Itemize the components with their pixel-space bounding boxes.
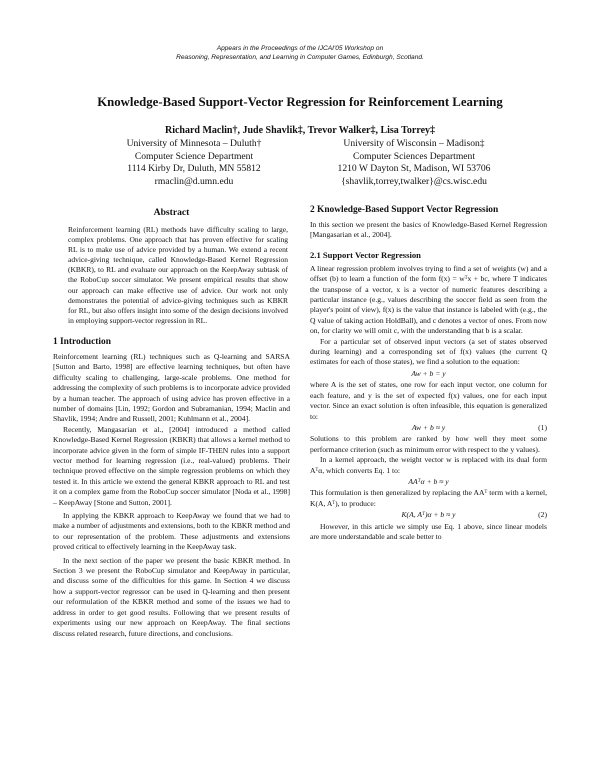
intro-paragraph-1: Reinforcement learning (RL) techniques such as Q-learning and SARSA [Sutton and Barto, 1998] are effective learning techniques, but often have difficulty scaling to challenging, large-scale problems. One method for addressing the complexity of such problems is to incorporate advice provided by a human teacher. The approach of using advice has proven effective in a number of domains [Lin, 1992; Gordon and Subramanian, 1994; Maclin and Shavlik, 1994; Andre and Russell, 2001; Kuhlmann et al., 2004]. — [53, 351, 290, 424]
author-list: Richard Maclin†, Jude Shavlik‡, Trevor Walker‡, Lisa Torrey‡ — [164, 125, 436, 136]
subsection-heading-svr: 2.1 Support Vector Regression — [310, 249, 421, 260]
svr-paragraph-3: where A is the set of states, one row for each input vector, one column for each feature, and y is the set of expected f(x) values, one for each input vector. Since an exact solution is often infeasible, this equation is generalized to: — [310, 380, 547, 421]
left-column — [53, 207, 290, 639]
svr-paragraph-6: This formulation is then generalized by replacing the AAᵀ term with a kernel, K(A, Aᵀ), to produce: — [310, 488, 547, 508]
svr-paragraph-1: A linear regression problem involves trying to find a set of weights (w) and a offset (b) to learn a function of the form f(x) = wᵀx + bc, where T indicates the transpose of a vector, x is a vector of numeric features describing a particular instance (e.g., values describing the soccer field as seen from the player's point of view), f(x) is the value that instance is labeled with (e.g., the Q value of taking action HoldBall), and c denotes a vector of ones. From now on, for clarity we will omit c, with the understanding that b is a scalar. — [310, 263, 547, 336]
affiliation-left — [79, 138, 309, 188]
equation-1 — [310, 423, 547, 433]
section-heading-introduction: 1 Introduction — [53, 336, 111, 347]
equation-body: K(A, Aᵀ)α + b ≈ y — [401, 510, 456, 520]
venue-line-2: Reasoning, Representation, and Learning in Computer Games, Edinburgh, Scotland. — [176, 54, 424, 61]
equation-dual — [310, 477, 547, 487]
venue-header — [0, 44, 600, 62]
equation-number: (2) — [538, 510, 547, 520]
svr-paragraph-4: Solutions to this problem are ranked by how well they meet some performance criterion (such as minimum error with respect to the y values). — [310, 434, 547, 454]
section-heading-kbsvr: 2 Knowledge-Based Support Vector Regression — [310, 205, 499, 215]
intro-paragraph-3: In applying the KBKR approach to KeepAway we found that we had to make a number of adjustments and extensions, both to the KBKR method and to our representation of the problem. These adjustments and extensions proved critical to effectively learning in the KeepAway task. — [53, 511, 290, 552]
venue-line-1: Appears in the Proceedings of the IJCAI'05 Workshop on — [216, 45, 384, 52]
affiliation-right — [299, 138, 529, 188]
equation-body: AAᵀα + b ≈ y — [408, 476, 449, 486]
svr-paragraph-2: For a particular set of observed input vectors (a set of states observed during learning) and a corresponding set of f(x) values (the current Q estimates for each of those states), we find a solution to the equation: — [310, 336, 547, 367]
equation-number: (1) — [538, 422, 547, 432]
affiliation-address: 1210 W Dayton St, Madison, WI 53706 — [337, 163, 491, 174]
paper-title: Knowledge-Based Support-Vector Regression for Reinforcement Learning — [97, 95, 503, 109]
equation-body: Aw + b = y — [411, 368, 446, 378]
affiliation-email: {shavlik,torrey,twalker}@cs.wisc.edu — [341, 175, 487, 187]
equation-body: Aw + b ≈ y — [411, 422, 446, 432]
intro-paragraph-4: In the next section of the paper we present the basic KBKR method. In Section 3 we present the RoboCup simulator and KeepAway in particular, and discuss some of the difficulties for this game. In Section 4 we discuss how a support-vector regressor can be used in Q-learning and then present our reformulation of the KBKR method and some of the issues we had to address in order to get good results. Following that we present results of experiments using our new approach on KeepAway. The final sections discuss related research, future directions, and conclusions. — [53, 555, 290, 638]
svr-paragraph-5: In a kernel approach, the weight vector w is replaced with its dual form Aᵀα, which converts Eq. 1 to: — [310, 455, 547, 475]
kb-paragraph-1: In this section we present the basics of Knowledge-Based Kernel Regression [Mangasarian et al., 2004]. — [310, 220, 547, 240]
affiliation-department: Computer Science Department — [134, 150, 254, 162]
equation-2 — [310, 510, 547, 520]
affiliation-department: Computer Sciences Department — [352, 150, 476, 162]
affiliation-university: University of Wisconsin – Madison‡ — [343, 138, 485, 149]
right-column — [310, 204, 547, 542]
svr-paragraph-7: However, in this article we simply use Eq. 1 above, since linear models are more understandable and scale better to — [310, 521, 547, 541]
abstract-text: Reinforcement learning (RL) methods have difficulty scaling to large, complex problems. One approach that has proven effective for scaling RL is to make use of advice provided by a human. We extend a recent advice-giving technique, called Knowledge-Based Kernel Regression (KBKR), to RL and evaluate our approach on the KeepAway subtask of the RoboCup soccer simulator. We present empirical results that show our approach can make effective use of advice. Our work not only demonstrates the potential of advice-giving techniques such as KBKR for RL, but also offers insight into some of the design decisions involved in employing support-vector regression in RL. — [68, 225, 288, 325]
affiliation-email: rmaclin@d.umn.edu — [154, 175, 234, 187]
affiliation-address: 1114 Kirby Dr, Duluth, MN 55812 — [127, 163, 261, 174]
equation — [310, 369, 547, 379]
abstract-heading: Abstract — [153, 207, 190, 218]
intro-paragraph-2: Recently, Mangasarian et al., [2004] introduced a method called Knowledge-Based Kernel Regression (KBKR) that allows a kernel method to incorporate advice given in the form of simple IF-THEN rules into a support vector method for learning regression (i.e., real-valued) problems. Their technique proved effective on the simple regression problems on which they tested it. In this article we extend the general KBKR approach to RL and test it on a complex game from the RoboCup soccer simulator [Noda et al., 1998] – KeepAway [Stone and Sutton, 2001]. — [53, 424, 290, 507]
affiliation-university: University of Minnesota – Duluth† — [126, 138, 262, 149]
